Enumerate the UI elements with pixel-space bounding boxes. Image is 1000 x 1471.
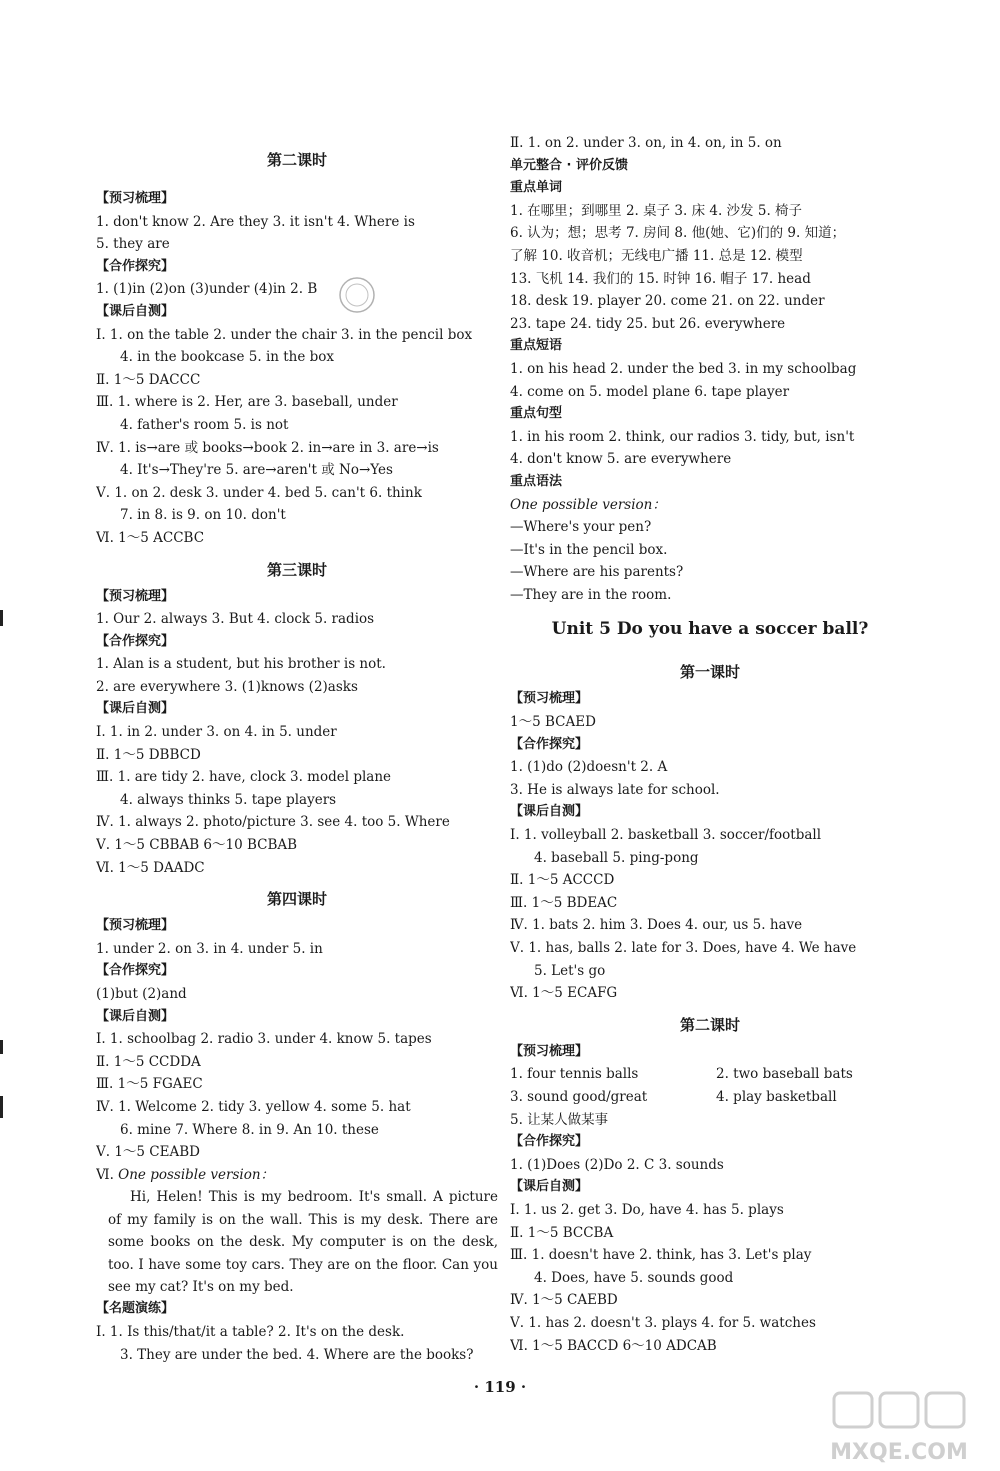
- answer-line: 7. in 8. is 9. on 10. don't: [120, 507, 286, 524]
- answer-line: [96, 1164, 498, 1187]
- answer-line: Ⅱ. 1～5 CCDDA: [96, 1053, 201, 1070]
- stamp-icon: [337, 275, 377, 315]
- answer-line: 4. It's→They're 5. are→aren't 或 No→Yes: [120, 462, 393, 479]
- answer-item: 4. play basketball: [716, 1088, 837, 1105]
- section-heading: 重点语法: [510, 473, 563, 489]
- answer-line: Ⅴ. 1. has 2. doesn't 3. plays 4. for 5. watches: [510, 1314, 816, 1331]
- answer-line: Ⅳ. 1. bats 2. him 3. Does 4. our, us 5. have: [510, 917, 803, 934]
- answer-line: 2. are everywhere 3. (1)knows (2)asks: [96, 678, 358, 695]
- answer-line: 23. tape 24. tidy 25. but 26. everywhere: [510, 315, 786, 332]
- answer-line: 1. in his room 2. think, our radios 3. tidy, but, isn't: [510, 428, 855, 445]
- answer-line: 4. come on 5. model plane 6. tape player: [510, 383, 790, 400]
- answer-line: 3. He is always late for school.: [510, 781, 720, 798]
- answer-line: 4. Does, have 5. sounds good: [534, 1269, 734, 1286]
- answer-line: Ⅰ. 1. on the table 2. under the chair 3. in the pencil box: [96, 326, 473, 343]
- section-heading: 【课后自测】: [96, 1008, 175, 1024]
- right-column: [510, 132, 910, 1357]
- unit-title: Unit 5 Do you have a soccer ball?: [551, 619, 869, 640]
- answer-line: 4. father's room 5. is not: [120, 416, 289, 433]
- scan-mark: [0, 1096, 3, 1118]
- section-heading: 【预习梳理】: [96, 918, 175, 934]
- section-heading: 【合作探究】: [96, 258, 175, 274]
- lesson-title: 第二课时: [679, 1015, 740, 1034]
- scan-mark: [0, 610, 3, 626]
- section-heading: 【课后自测】: [510, 1179, 589, 1195]
- answer-line: 1. (1)Does (2)Do 2. C 3. sounds: [510, 1156, 724, 1173]
- answer-line: (1)but (2)and: [96, 986, 187, 1002]
- section-heading: 【预习梳理】: [510, 691, 589, 707]
- watermark-logo: [814, 1387, 984, 1467]
- answer-line: Ⅱ. 1～5 DBBCD: [96, 746, 201, 763]
- answer-line: 6. mine 7. Where 8. in 9. An 10. these: [120, 1121, 379, 1138]
- answer-line: 1. 在哪里；到哪里 2. 桌子 3. 床 4. 沙发 5. 椅子: [510, 202, 803, 219]
- section-heading: 重点短语: [510, 338, 563, 354]
- section-heading: 【课后自测】: [96, 701, 175, 717]
- answer-line: 1. under 2. on 3. in 4. under 5. in: [96, 940, 323, 957]
- section-heading: 单元整合 · 评价反馈: [510, 157, 628, 173]
- answer-line: 5. they are: [96, 236, 170, 253]
- answer-line: Ⅲ. 1. where is 2. Her, are 3. baseball, under: [96, 394, 398, 411]
- answer-line: Ⅴ. 1. has, balls 2. late for 3. Does, have 4. We have: [510, 940, 857, 956]
- section-heading: 【合作探究】: [510, 736, 589, 752]
- answer-line: Ⅱ. 1～5 BCCBA: [510, 1224, 614, 1241]
- answer-line: Ⅲ. 1～5 BDEAC: [510, 894, 618, 911]
- answer-line: Ⅲ. 1. doesn't have 2. think, has 3. Let's play: [510, 1247, 812, 1264]
- answer-line: 13. 飞机 14. 我们的 15. 时钟 16. 帽子 17. head: [510, 270, 811, 287]
- page-number: · 119 ·: [473, 1378, 527, 1396]
- answer-line: 4. baseball 5. ping-pong: [534, 849, 699, 866]
- answer-line: —They are in the room.: [510, 586, 672, 603]
- section-heading: 【课后自测】: [96, 303, 175, 319]
- answer-line: 了解 10. 收音机；无线电广播 11. 总是 12. 模型: [510, 247, 803, 264]
- answer-line: Ⅵ. 1～5 DAADC: [96, 859, 205, 876]
- answer-line: Ⅳ. 1. always 2. photo/picture 3. see 4. too 5. Where: [96, 814, 450, 831]
- watermark-text: MXQE.COM: [830, 1440, 968, 1465]
- sample-paragraph: Hi, Helen! This is my bedroom. It's small. A picture of my family is on the wall. This is my desk. There are some books on the desk. My computer is on the desk, too. I have some toy cars. They are on the floor. Can you see my cat? It's on my bed.: [108, 1189, 498, 1295]
- section-heading: 【预习梳理】: [96, 191, 175, 206]
- answer-line: 1. Our 2. always 3. But 4. clock 5. radios: [96, 611, 375, 628]
- answer-line: One possible version：: [510, 496, 666, 513]
- answer-line: Ⅱ. 1. on 2. under 3. on, in 4. on, in 5. on: [510, 135, 782, 151]
- lesson-title: 第三课时: [266, 560, 327, 579]
- section-heading: 【名题演练】: [96, 1301, 175, 1317]
- answer-line: Ⅴ. 1～5 CBBAB 6～10 BCBAB: [96, 837, 298, 854]
- lesson-title: 第四课时: [266, 890, 327, 909]
- answer-line: Ⅰ. 1. Is this/that/it a table? 2. It's on the desk.: [96, 1323, 405, 1340]
- italic-label: One possible version：: [118, 1166, 275, 1183]
- lesson-title: 第一课时: [679, 663, 740, 682]
- answer-line: 5. 让某人做某事: [510, 1111, 609, 1128]
- answer-line: 1. don't know 2. Are they 3. it isn't 4. Where is: [96, 213, 415, 230]
- answer-line: Ⅱ. 1～5 DACCC: [96, 371, 201, 388]
- answer-item: 2. two baseball bats: [716, 1066, 853, 1083]
- answer-line: Ⅵ. 1～5 BACCD 6～10 ADCAB: [510, 1337, 717, 1354]
- answer-line: Ⅰ. 1. us 2. get 3. Do, have 4. has 5. plays: [510, 1201, 784, 1218]
- scan-mark: [0, 1040, 3, 1054]
- answer-line: 1. Alan is a student, but his brother is not.: [96, 656, 386, 673]
- section-heading: 【课后自测】: [510, 804, 589, 820]
- answer-item: 3. sound good/great: [510, 1088, 648, 1105]
- answer-line: 1. (1)do (2)doesn't 2. A: [510, 759, 668, 776]
- answer-line: 6. 认为；想；思考 7. 房间 8. 他(她、它)们的 9. 知道；: [510, 225, 846, 242]
- answer-line: 1. on his head 2. under the bed 3. in my schoolbag: [510, 360, 857, 377]
- answer-line: Ⅳ. 1～5 CAEBD: [510, 1292, 618, 1309]
- answer-line: Ⅵ. 1～5 ECAFG: [510, 985, 618, 1002]
- section-heading: 【合作探究】: [96, 633, 175, 649]
- answer-line: 4. don't know 5. are everywhere: [510, 451, 732, 468]
- answer-line: 4. always thinks 5. tape players: [120, 791, 337, 808]
- section-heading: 【合作探究】: [510, 1134, 589, 1150]
- answer-line: Ⅲ. 1. are tidy 2. have, clock 3. model plane: [96, 769, 392, 786]
- roman-label: Ⅵ.: [96, 1166, 119, 1183]
- answer-line: Ⅴ. 1～5 CEABD: [96, 1144, 200, 1161]
- answer-line: [510, 1063, 910, 1086]
- answer-item: 1. four tennis balls: [510, 1066, 639, 1083]
- answer-line: Ⅲ. 1～5 FGAEC: [96, 1076, 203, 1093]
- answer-line: 1. (1)in (2)on (3)under (4)in 2. B: [96, 281, 318, 298]
- answer-line: —Where's your pen?: [510, 519, 652, 536]
- left-column: [96, 132, 498, 1366]
- section-heading: 【合作探究】: [96, 963, 175, 979]
- answer-line: Ⅵ. 1～5 ACCBC: [96, 529, 205, 546]
- answer-line: Ⅳ. 1. Welcome 2. tidy 3. yellow 4. some 5. hat: [96, 1098, 411, 1115]
- answer-line: 4. in the bookcase 5. in the box: [120, 349, 335, 366]
- section-heading: 重点单词: [510, 180, 563, 196]
- answer-line: Ⅴ. 1. on 2. desk 3. under 4. bed 5. can't 6. think: [96, 484, 422, 501]
- section-heading: 【预习梳理】: [96, 588, 175, 604]
- answer-line: 18. desk 19. player 20. come 21. on 22. under: [510, 293, 825, 310]
- answer-line: —Where are his parents?: [510, 564, 684, 581]
- section-heading: 重点句型: [510, 406, 563, 422]
- answer-line: 1～5 BCAED: [510, 714, 596, 731]
- answer-line: 3. They are under the bed. 4. Where are the books?: [120, 1346, 474, 1363]
- answer-line: Ⅰ. 1. in 2. under 3. on 4. in 5. under: [96, 724, 337, 741]
- answer-line: Ⅳ. 1. is→are 或 books→book 2. in→are in 3. are→is: [96, 439, 439, 456]
- answer-line: Ⅱ. 1～5 ACCCD: [510, 872, 615, 889]
- section-heading: 【预习梳理】: [510, 1043, 589, 1059]
- answer-line: Ⅰ. 1. volleyball 2. basketball 3. soccer/football: [510, 827, 822, 844]
- lesson-title: 第二课时: [266, 151, 327, 169]
- answer-line: 5. Let's go: [534, 962, 606, 979]
- answer-line: —It's in the pencil box.: [510, 541, 668, 558]
- answer-line: Ⅰ. 1. schoolbag 2. radio 3. under 4. know 5. tapes: [96, 1031, 432, 1048]
- answer-line: [510, 1086, 910, 1109]
